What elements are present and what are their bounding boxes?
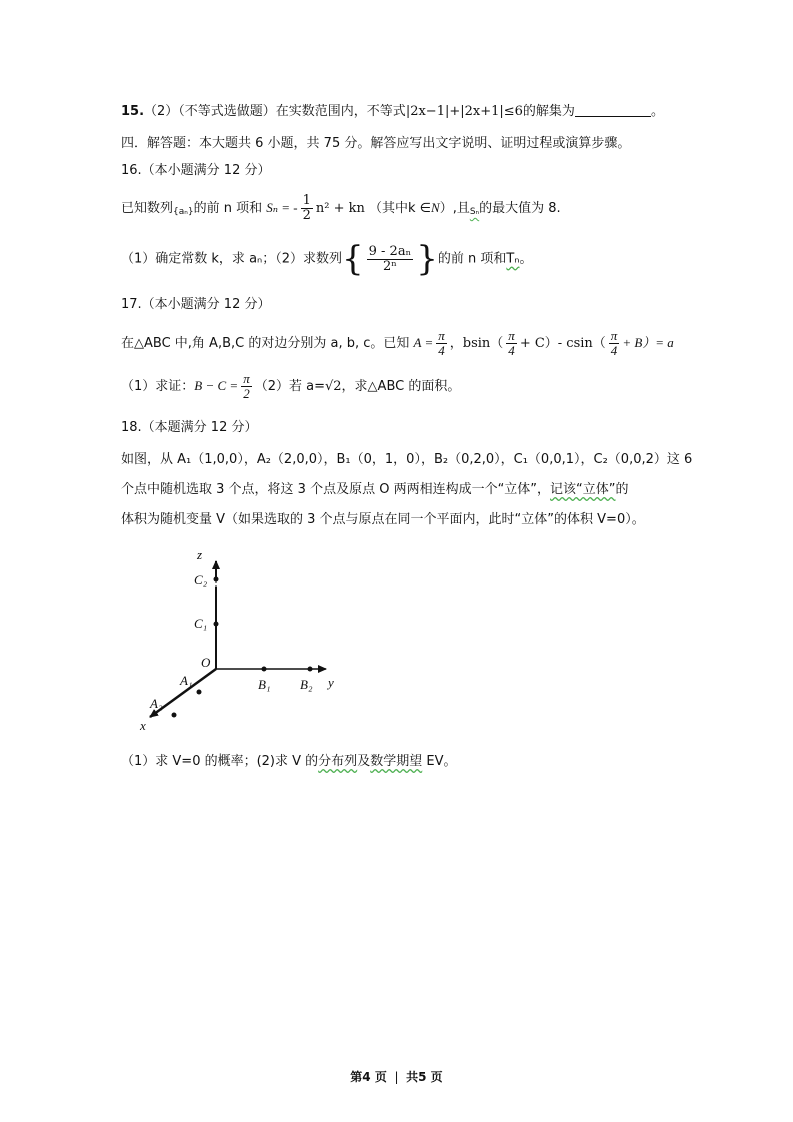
q16-sn-formula: Sₙ = - — [266, 200, 298, 215]
q16-text-a: 已知数列 — [121, 201, 174, 216]
q17-pi-2: π — [508, 328, 515, 343]
label-y: y — [328, 675, 334, 690]
label-o: O — [201, 655, 211, 670]
q16-line2 — [121, 239, 533, 279]
q17-text-2b: （2）若 a= — [254, 379, 325, 394]
q17-text-2a: （1）求证： — [121, 379, 195, 394]
q16-text-2c: 。 — [519, 251, 533, 267]
q16-frac2-den: 2ⁿ — [382, 258, 397, 274]
q17-text-d: + B）= a — [622, 335, 674, 350]
q17-pi-3: π — [610, 328, 618, 343]
q17-line2 — [121, 372, 460, 401]
label-z: z — [197, 547, 203, 562]
q17-text-b: ，bsin（ — [449, 336, 504, 351]
q16-line1 — [121, 194, 561, 223]
q18-line1: 如图，从 A₁（1,0,0），A₂（2,0,0），B₁（0，1，0），B₂（0,2,0），C₁（0,0,1），C₂（0,0,2）这 6 — [121, 452, 693, 467]
q18-text-4c: 及 — [357, 754, 371, 769]
q16-frac-den: 2 — [302, 208, 311, 223]
label-b1: B₁ — [258, 677, 271, 692]
point-a2 — [172, 713, 177, 718]
q17-pi-1: π — [438, 328, 445, 343]
q18-text-4b: 分布列 — [318, 754, 358, 769]
q17-four-1: 4 — [438, 343, 445, 358]
q15-end: 。 — [650, 104, 664, 119]
label-b2: B₂ — [300, 677, 313, 692]
left-brace: { — [341, 239, 364, 279]
point-b2 — [308, 667, 313, 672]
footer-separator: | — [394, 1070, 399, 1084]
q16-text-f: 的最大值为 8. — [479, 201, 561, 216]
q17-text-2c: ，求△ABC 的面积。 — [341, 379, 461, 394]
label-c2: C₂ — [194, 572, 208, 587]
q16-header: 16.（本小题满分 12 分） — [121, 163, 271, 178]
label-c1: C₁ — [194, 616, 208, 631]
q18-line3: 体积为随机变量 V（如果选取的 3 个点与原点在同一个平面内，此时“立体”的体积 V=0）。 — [121, 512, 645, 527]
q16-set-n: N — [431, 200, 440, 215]
q18-line4 — [121, 752, 456, 772]
q16-frac2-num: 9 - 2aₙ — [368, 243, 412, 259]
q16-fraction — [301, 194, 313, 223]
q16-text-2a: （1）确定常数 k，求 aₙ；（2）求数列 — [121, 251, 342, 267]
right-brace: } — [416, 239, 438, 279]
q16-frac-num: 1 — [302, 193, 311, 208]
q18-text-2b: 记该“立体” — [550, 482, 616, 497]
q16-text-b: 的前 n 项和 — [193, 201, 263, 216]
point-b1 — [262, 667, 267, 672]
label-x: x — [140, 718, 146, 733]
q16-sn: Sₙ — [469, 207, 480, 217]
q17-sqrt2: √2 — [324, 379, 342, 394]
q15-text2: 的解集为 — [522, 104, 575, 119]
q16-text-d: （其中k ∈ — [369, 201, 432, 216]
q17-bc: B − C = — [194, 378, 239, 393]
q17-frac-d — [241, 372, 252, 401]
q17-frac-b — [506, 329, 517, 358]
q17-four-2: 4 — [508, 343, 515, 358]
page-footer — [0, 1068, 793, 1085]
label-a1: A₁ — [180, 673, 193, 688]
point-a1 — [197, 690, 202, 695]
q17-four-3: 4 — [610, 343, 618, 358]
q18-text-2a: 个点中随机选取 3 个点，将这 3 个点及原点 O 两两相连构成一个“立体”， — [121, 482, 551, 497]
q17-line1 — [121, 329, 674, 358]
q17-angle-a: A = — [413, 335, 434, 350]
label-a2: A₂ — [150, 696, 163, 711]
q16-text-e: ）,且 — [439, 201, 470, 216]
q18-text-4d: 数学期望 — [370, 754, 423, 769]
q17-two: 2 — [243, 386, 250, 401]
q17-header: 17.（本小题满分 12 分） — [121, 297, 271, 312]
q18-text-4a: （1）求 V=0 的概率；(2)求 V 的 — [121, 754, 319, 769]
q18-text-2c: 的 — [615, 482, 629, 497]
q15-number: 15. — [121, 104, 145, 119]
q17-text-c: + C）- csin（ — [519, 336, 606, 351]
q15-text: （2）（不等式选做题）在实数范围内，不等式 — [144, 104, 406, 119]
q16-fraction2 — [367, 245, 414, 274]
footer-page: 第4 页 — [350, 1070, 387, 1084]
q16-formula-rest: n² + kn — [315, 201, 365, 216]
q17-frac-a — [436, 329, 447, 358]
q17-text-a: 在△ABC 中,角 A,B,C 的对边分别为 a, b, c。已知 — [121, 336, 410, 351]
q15-inequality: |2x−1|+|2x+1|≤6 — [405, 104, 523, 119]
q18-header: 18.（本题满分 12 分） — [121, 420, 258, 435]
q17-pi-4: π — [243, 371, 250, 386]
q16-seq: {aₙ} — [173, 207, 194, 217]
q16-text-2b: 的前 n 项和 — [437, 251, 507, 267]
section-heading: 四．解答题：本大题共 6 小题，共 75 分。解答应写出文字说明、证明过程或演算步骤。 — [121, 136, 631, 151]
q16-tn: Tₙ — [506, 251, 520, 267]
q17-frac-c — [609, 329, 620, 358]
coordinate-figure — [130, 545, 360, 735]
q15-line — [121, 102, 664, 122]
q18-line2 — [121, 480, 629, 500]
q15-answer-blank — [575, 102, 651, 117]
point-c2 — [214, 577, 219, 582]
footer-total: 共5 页 — [406, 1070, 443, 1084]
q18-text-4e: EV。 — [422, 754, 457, 769]
point-c1 — [214, 622, 219, 627]
